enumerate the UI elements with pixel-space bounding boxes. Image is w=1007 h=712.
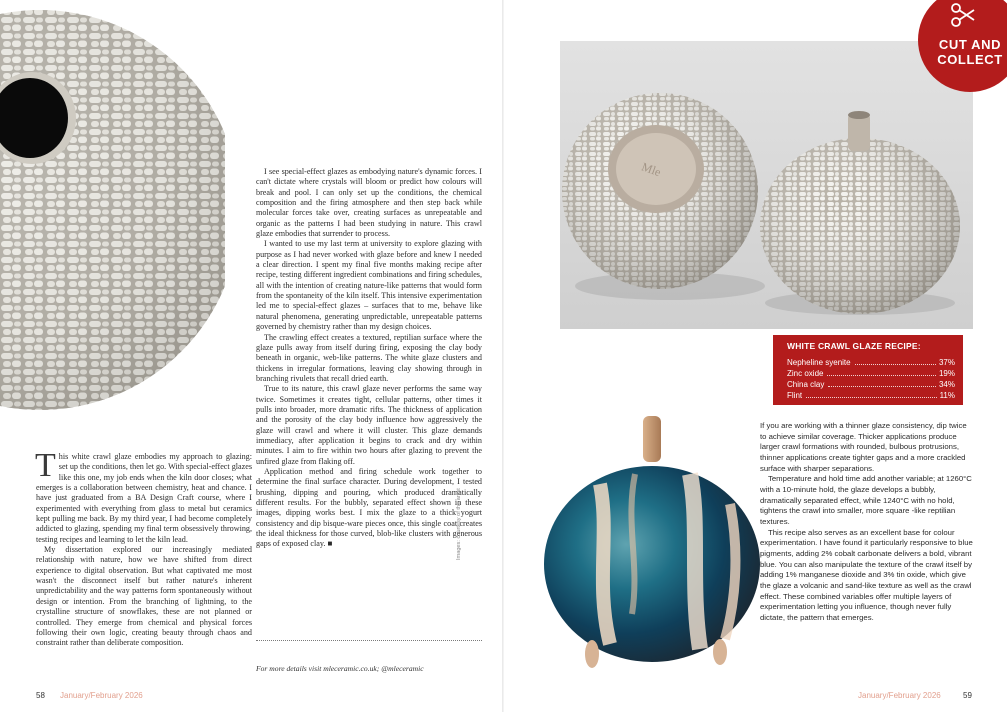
- paragraph: his white crawl glaze embodies my approach to glazing: set up the conditions, then let go. With special-effect glazes like this one, my job ends when the kiln door closes; what emerges is a collaboration between chemistry, heat and chance. I have just graduated from a BA Design Craft course, where I experimented with everything from glass to metal but ceramics kept pulling me back. By my third year, I had become completely addicted to glazing, spending my final term obsessively throwing, testing recipes and learning to let the kiln lead.: [36, 452, 252, 544]
- paragraph: My dissertation explored our increasingly mediated relationship with nature, how we have shifted from direct experience to digital observation. But what captivated me most wasn't the disconnect itself but rather nature's inherent unpredictability and the way patterns form spontaneously without design or intention. From the branching of lightning, to the crystalline structure of snowflakes, these are not planned or controlled. They emerge from chemical and physical forces following their own logic, creating beauty through chaos and constraint rather than deliberate composition.: [36, 545, 252, 648]
- leader-dots: [828, 386, 936, 387]
- badge-text-line-1: CUT AND: [938, 37, 1002, 52]
- leader-dots: [855, 364, 936, 365]
- recipe-item: [787, 379, 955, 390]
- article-column-2: [256, 167, 482, 550]
- article-column-1: [35, 447, 252, 649]
- ingredient-name: Zinc oxide: [787, 369, 824, 378]
- paragraph: I wanted to use my last term at university to explore glazing with purpose as I had never worked with glaze before and knew I needed a clear direction. I spent my final five months making recipe after recipe, testing different ingredient combinations and firing schedules, all with the intention of creating nature-like patterns that would form from the spontaneity of the kiln itself. This intensive experimentation led me to special-effect glazes – surfaces that to me, behave like natural phenomena, generating unpredictable, unrepeatable patterns governed by chemistry rather than my design choices.: [256, 239, 482, 332]
- left-page: [0, 0, 503, 712]
- recipe-title: WHITE CRAWL GLAZE RECIPE:: [787, 341, 921, 351]
- ingredient-percent: 11%: [939, 391, 955, 400]
- ingredient-percent: 19%: [938, 369, 955, 378]
- issue-date-right: January/February 2026: [858, 691, 941, 700]
- ingredient-name: China clay: [787, 380, 825, 389]
- pot-neck-shape: [643, 416, 661, 462]
- divider: [256, 640, 482, 641]
- ingredient-percent: 34%: [938, 380, 955, 389]
- scissors-icon: [950, 2, 976, 28]
- recipe-item: [787, 390, 955, 401]
- recipe-item: [787, 368, 955, 379]
- recipe-box: [773, 335, 963, 405]
- leader-dots: [827, 375, 936, 376]
- photo-two-white-crawl-pots: [560, 41, 973, 329]
- svg-text:Mle: Mle: [639, 159, 663, 180]
- photo-blue-crawl-pot: [540, 414, 764, 679]
- page-number-right: 59: [963, 691, 972, 700]
- more-details-link[interactable]: For more details visit mleceramic.co.uk; @mleceramic: [256, 664, 424, 673]
- article-column-3: [760, 421, 975, 623]
- paragraph: Temperature and hold time add another variable; at 1260°C with a 10-minute hold, the glaze develops a bubbly, dramatically separated effect, while 1240°C with no hold, tightens the crawl into smaller, more square -like reptilian textures.: [760, 474, 972, 526]
- photo-white-crawl-pot-closeup: [0, 0, 225, 440]
- paragraph: This recipe also serves as an excellent base for colour experimentation. I have found it particularly responsive to blue pigments, adding 2% cobalt carbonate delivers a bold, vibrant blue. You can also manipulate the texture of the crawl itself by adding 1% manganese dioxide and 3% tin oxide, which give the glaze a volcanic and sand-like texture as well as the crawl effect. These combined variables offer multiple layers of experimentation letting you influence, though never fully dictate, the pattern that emerges.: [760, 527, 973, 622]
- drop-cap: T: [35, 447, 56, 484]
- issue-date-left: January/February 2026: [60, 691, 143, 700]
- badge-text-line-2: COLLECT: [937, 52, 1003, 67]
- paragraph: I see special-effect glazes as embodying nature's dynamic forces. I can't dictate where crystals will bloom or predict how colours will break and pool. I can only set up the conditions, the chemical composition and the firing atmosphere and then step back while molecular forces take over, creating surfaces as unrepeatable and organic as the patterns I had been studying in nature. This crawl glaze embodies that surrender to process.: [256, 167, 482, 239]
- paragraph: True to its nature, this crawl glaze never performs the same way twice. Sometimes it creates tight, cellular patterns, other times it pulls into broader, more dramatic rifts. The thickness of application and the porosity of the clay body influence how aggressively the glaze will crawl and where it will cluster. This glaze demands immediacy, after application it begins to crack and dry within minutes. I aim to fire within two hours after glazing to prevent the unfired glaze from flaking off.: [256, 384, 482, 466]
- page-number-left: 58: [36, 691, 45, 700]
- image-credit: Images: courtesy of the artist: [456, 488, 462, 560]
- ingredient-name: Nepheline syenite: [787, 358, 851, 367]
- paragraph: The crawling effect creates a textured, reptilian surface where the glaze pulls away from itself during firing, exposing the clay body beneath in organic, web-like patterns. The white glaze clusters and thickens in irregular formations, leaving clay showing through in branching rivulets that recall dried earth.: [256, 332, 482, 383]
- leader-dots: [806, 397, 936, 398]
- recipe-list: [787, 357, 955, 401]
- pot-left-shape: [562, 93, 758, 289]
- ingredient-name: Flint: [787, 391, 803, 400]
- paragraph: Application method and firing schedule work together to determine the final surface character. During development, I tested brushing, dipping and pouring, which produced dramatically different results. For the bubbly, separated effect shown in these images, dipping works best. I mix the glaze to a thick yogurt consistency and dip bisque-ware pieces once, this single coat creates the ideal thickness for those curved, blob-like clusters with generous gaps of exposed clay. ■: [256, 466, 482, 549]
- ingredient-percent: 37%: [938, 358, 955, 367]
- recipe-item: [787, 357, 955, 368]
- paragraph: If you are working with a thinner glaze consistency, dip twice to achieve similar coverage. Thicker applications produce larger crawl formations with rounded, bulbous protrusions, thinner applications create tighter gaps and a more crackled surface with sharper separations.: [760, 421, 967, 473]
